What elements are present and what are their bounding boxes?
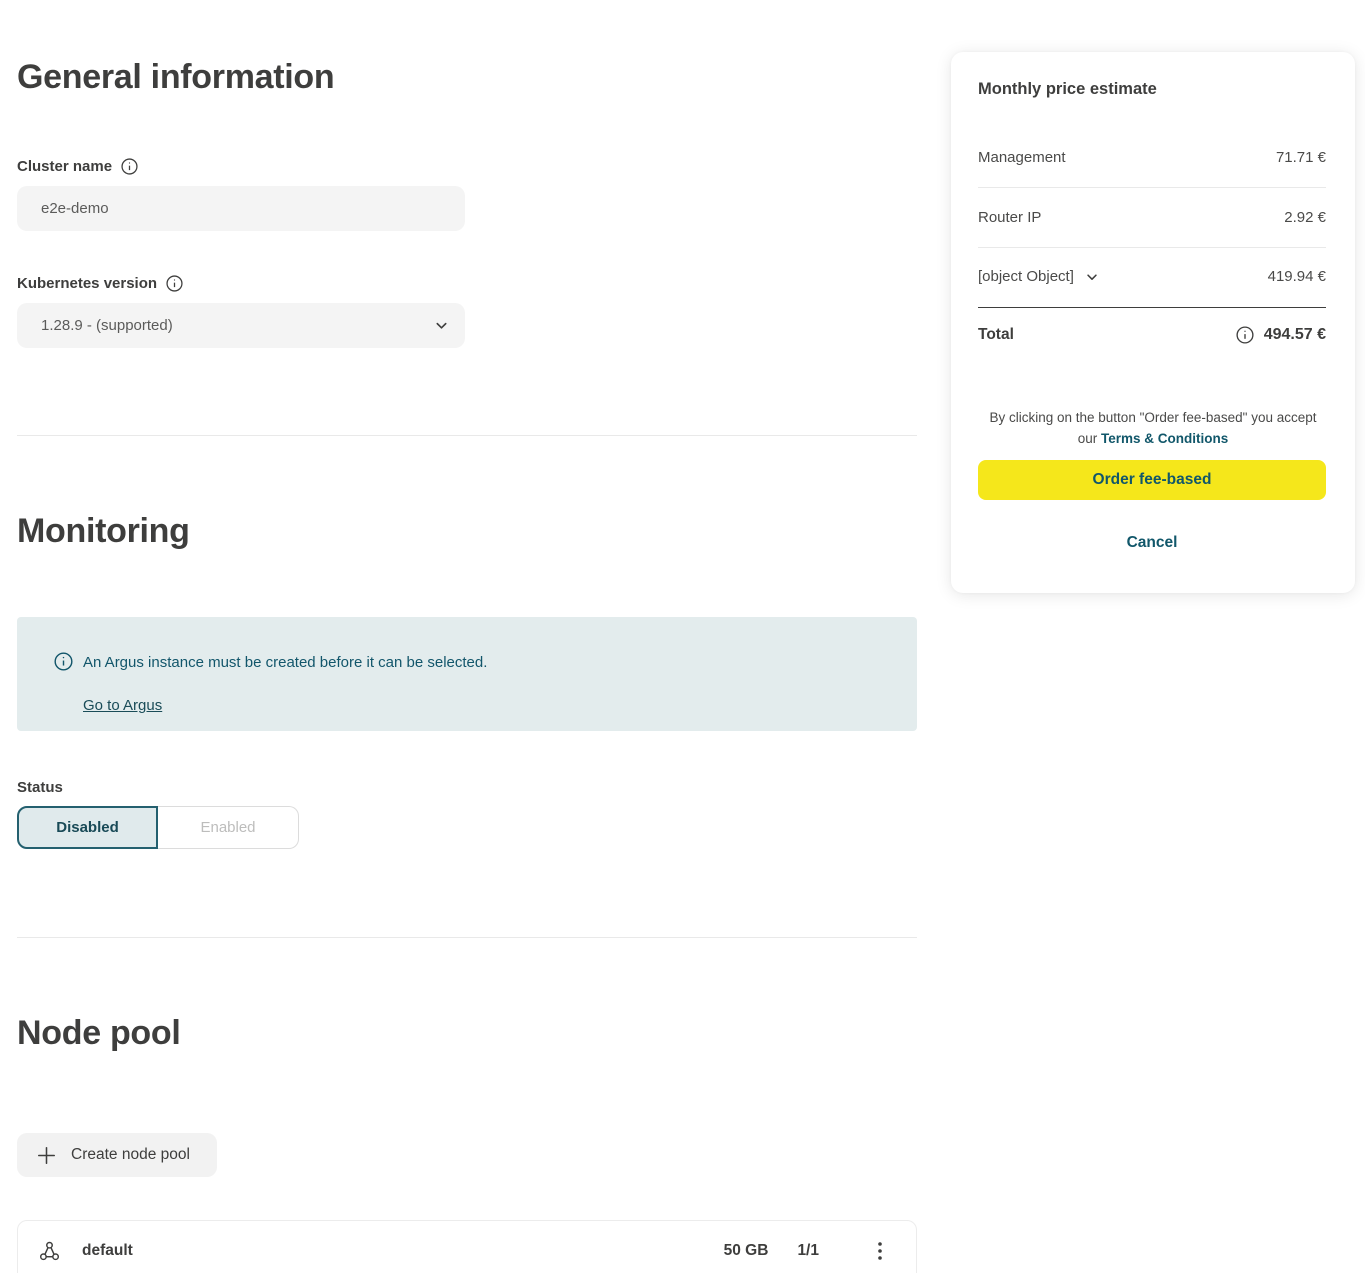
price-item-value: 419.94 € bbox=[1267, 268, 1326, 285]
cluster-name-label bbox=[17, 158, 138, 175]
node-pool-storage: 50 GB bbox=[723, 1242, 769, 1259]
order-fee-based-button[interactable]: Order fee-based bbox=[978, 460, 1326, 500]
section-divider bbox=[17, 435, 917, 436]
terms-text-body: By clicking on the button "Order fee-based" you accept our bbox=[989, 409, 1317, 446]
price-row-object bbox=[978, 268, 1326, 285]
node-pool-name: default bbox=[82, 1242, 133, 1259]
status-toggle bbox=[17, 806, 299, 849]
argus-info-alert bbox=[17, 617, 917, 731]
kubernetes-version-select[interactable] bbox=[17, 303, 465, 348]
main-form-column bbox=[17, 0, 917, 1273]
kebab-icon bbox=[878, 1242, 882, 1260]
cluster-name-label-text: Cluster name bbox=[17, 158, 113, 175]
terms-and-conditions-link[interactable]: Terms & Conditions bbox=[1101, 430, 1229, 446]
price-item-label: [object Object] bbox=[978, 268, 1074, 285]
status-option-disabled[interactable]: Disabled bbox=[17, 806, 158, 849]
node-pool-menu-button[interactable] bbox=[866, 1237, 894, 1265]
kubernetes-version-label-text: Kubernetes version bbox=[17, 275, 158, 292]
create-node-pool-label: Create node pool bbox=[71, 1146, 190, 1163]
plus-icon bbox=[37, 1146, 56, 1165]
total-label: Total bbox=[978, 326, 1014, 343]
cluster-name-input[interactable] bbox=[17, 186, 465, 231]
status-label bbox=[17, 779, 63, 796]
info-icon bbox=[54, 652, 73, 676]
create-node-pool-button[interactable] bbox=[17, 1133, 217, 1177]
chevron-down-icon bbox=[434, 318, 449, 333]
info-icon[interactable] bbox=[1236, 326, 1254, 344]
price-row-router-ip bbox=[978, 209, 1326, 226]
section-divider bbox=[17, 937, 917, 938]
price-card-title: Monthly price estimate bbox=[978, 80, 1157, 98]
alert-message: An Argus instance must be created before it can be selected. bbox=[83, 654, 488, 671]
price-row-divider bbox=[978, 187, 1326, 188]
price-row-management bbox=[978, 149, 1326, 166]
price-total-row bbox=[978, 326, 1326, 344]
total-value: 494.57 € bbox=[1263, 326, 1326, 343]
price-item-label: Management bbox=[978, 149, 1066, 166]
price-item-value: 71.71 € bbox=[1275, 149, 1326, 166]
chevron-down-icon[interactable] bbox=[1085, 270, 1099, 284]
monitoring-title: Monitoring bbox=[17, 512, 190, 550]
info-icon[interactable] bbox=[121, 158, 138, 175]
go-to-argus-link[interactable]: Go to Argus bbox=[83, 697, 163, 714]
status-option-enabled[interactable]: Enabled bbox=[158, 806, 299, 849]
price-row-divider bbox=[978, 247, 1326, 248]
terms-text bbox=[988, 407, 1318, 449]
monthly-price-estimate-card bbox=[951, 52, 1355, 593]
node-pool-count: 1/1 bbox=[797, 1242, 819, 1259]
total-divider bbox=[978, 307, 1326, 308]
status-label-text: Status bbox=[17, 779, 63, 796]
node-pool-row[interactable] bbox=[17, 1220, 917, 1273]
price-item-value: 2.92 € bbox=[1284, 209, 1326, 226]
node-pool-icon bbox=[38, 1240, 61, 1263]
node-pool-title: Node pool bbox=[17, 1014, 181, 1052]
price-item-label: Router IP bbox=[978, 209, 1042, 226]
kubernetes-version-value: 1.28.9 - (supported) bbox=[41, 317, 173, 334]
cancel-button[interactable]: Cancel bbox=[978, 531, 1326, 555]
kubernetes-version-label bbox=[17, 275, 183, 292]
info-icon[interactable] bbox=[166, 275, 183, 292]
general-information-title: General information bbox=[17, 58, 335, 96]
